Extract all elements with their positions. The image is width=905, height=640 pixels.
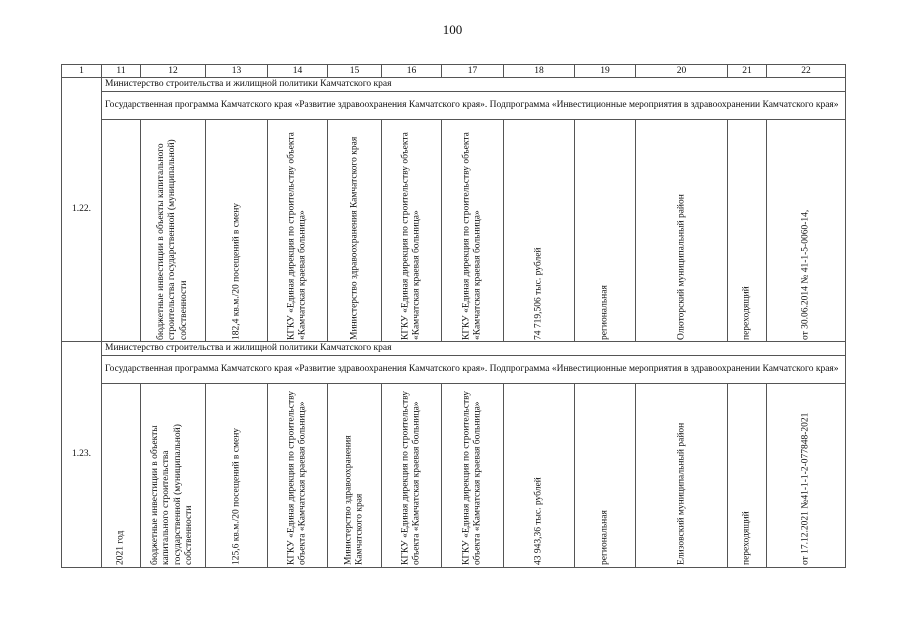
cell-text: 74 719,506 тыс. рублей bbox=[533, 247, 544, 341]
row-number: 1.23. bbox=[62, 341, 102, 567]
cell-col12 bbox=[141, 119, 206, 341]
cell-col16 bbox=[382, 383, 442, 567]
header-cell: 21 bbox=[728, 65, 767, 78]
cell-text: Министерство здравоохранения Камчатского края bbox=[348, 137, 359, 341]
cell-text: 2021 год bbox=[115, 530, 126, 566]
cell-text: от 30.06.2014 № 41-1-5-0060-14, bbox=[800, 210, 811, 341]
table-row bbox=[62, 341, 846, 355]
ministry-cell: Министерство строительства и жилищной политики Камчатского края bbox=[102, 78, 846, 92]
cell-text: КГКУ «Единая дирекция по строительству объекта «Камчатская краевая больница» bbox=[400, 132, 422, 341]
cell-col19 bbox=[575, 119, 636, 341]
table-row bbox=[62, 91, 846, 119]
cell-text: КГКУ «Единая дирекция по строительству объекта «Камчатская краевая больница» bbox=[286, 132, 308, 341]
cell-text: КГКУ «Единая дирекция по строительству объекта «Камчатская краевая больница» bbox=[400, 391, 422, 566]
cell-col13 bbox=[206, 119, 268, 341]
cell-text: региональная bbox=[599, 285, 610, 341]
cell-text: переходящий bbox=[741, 286, 752, 341]
cell-text: от 17.12.2021 №41-1-1-2-077848-2021 bbox=[800, 412, 811, 566]
table-row bbox=[62, 383, 846, 567]
header-cell: 17 bbox=[442, 65, 504, 78]
cell-col12 bbox=[141, 383, 206, 567]
cell-col22 bbox=[767, 383, 846, 567]
cell-col11 bbox=[102, 383, 141, 567]
cell-col22 bbox=[767, 119, 846, 341]
cell-text: 43 943,36 тыс. рублей bbox=[533, 477, 544, 566]
investment-table bbox=[61, 64, 846, 568]
header-cell: 20 bbox=[636, 65, 728, 78]
header-cell: 18 bbox=[504, 65, 575, 78]
cell-text: Елизовский муниципальный район bbox=[675, 423, 686, 566]
cell-col20 bbox=[636, 383, 728, 567]
cell-col19 bbox=[575, 383, 636, 567]
row-number: 1.22. bbox=[62, 78, 102, 342]
cell-col14 bbox=[268, 119, 328, 341]
header-cell: 12 bbox=[141, 65, 206, 78]
header-cell: 1 bbox=[62, 65, 102, 78]
cell-text: переходящий bbox=[741, 511, 752, 566]
header-cell: 15 bbox=[328, 65, 382, 78]
cell-col15 bbox=[328, 119, 382, 341]
cell-col15 bbox=[328, 383, 382, 567]
cell-text: КГКУ «Единая дирекция по строительству объекта «Камчатская краевая больница» bbox=[461, 132, 483, 341]
cell-col14 bbox=[268, 383, 328, 567]
header-cell: 19 bbox=[575, 65, 636, 78]
ministry-cell: Министерство строительства и жилищной политики Камчатского края bbox=[102, 341, 846, 355]
cell-col13 bbox=[206, 383, 268, 567]
cell-text: КГКУ «Единая дирекция по строительству объекта «Камчатская краевая больница» bbox=[286, 391, 308, 566]
cell-text: Олюторский муниципальный район bbox=[675, 194, 686, 341]
program-cell: Государственная программа Камчатского края «Развитие здравоохранения Камчатского края». Подпрограмма «Инвестиционные мероприятия в здравоохранении Камчатского края» bbox=[102, 355, 846, 383]
header-row bbox=[62, 65, 846, 78]
cell-text: КГКУ «Единая дирекция по строительству объекта «Камчатская краевая больница» bbox=[461, 391, 483, 566]
cell-col18 bbox=[504, 383, 575, 567]
cell-col17 bbox=[442, 119, 504, 341]
cell-text: региональная bbox=[599, 510, 610, 566]
table-row bbox=[62, 78, 846, 92]
table-row bbox=[62, 355, 846, 383]
table-row bbox=[62, 119, 846, 341]
cell-text: Министерство здравоохранения Камчатского края bbox=[343, 435, 365, 566]
cell-text: 182,4 кв.м./20 посещений в смену bbox=[230, 203, 241, 341]
cell-col20 bbox=[636, 119, 728, 341]
cell-col11 bbox=[102, 119, 141, 341]
cell-col16 bbox=[382, 119, 442, 341]
header-cell: 13 bbox=[206, 65, 268, 78]
header-cell: 14 bbox=[268, 65, 328, 78]
cell-text: бюджетные инвестиции в объекты капитального строительства государственной (муниципальной) собственности bbox=[155, 139, 189, 341]
cell-col21 bbox=[728, 383, 767, 567]
cell-col21 bbox=[728, 119, 767, 341]
cell-col18 bbox=[504, 119, 575, 341]
page-number: 100 bbox=[442, 22, 463, 37]
header-cell: 16 bbox=[382, 65, 442, 78]
program-cell: Государственная программа Камчатского края «Развитие здравоохранения Камчатского края». Подпрограмма «Инвестиционные мероприятия в здравоохранении Камчатского края» bbox=[102, 91, 846, 119]
cell-text: 125,6 кв.м./20 посещений в смену bbox=[230, 428, 241, 566]
cell-col17 bbox=[442, 383, 504, 567]
header-cell: 22 bbox=[767, 65, 846, 78]
header-cell: 11 bbox=[102, 65, 141, 78]
cell-text: бюджетные инвестиции в объекты капитального строительства государственной (муниципальной) собственности bbox=[150, 424, 195, 566]
